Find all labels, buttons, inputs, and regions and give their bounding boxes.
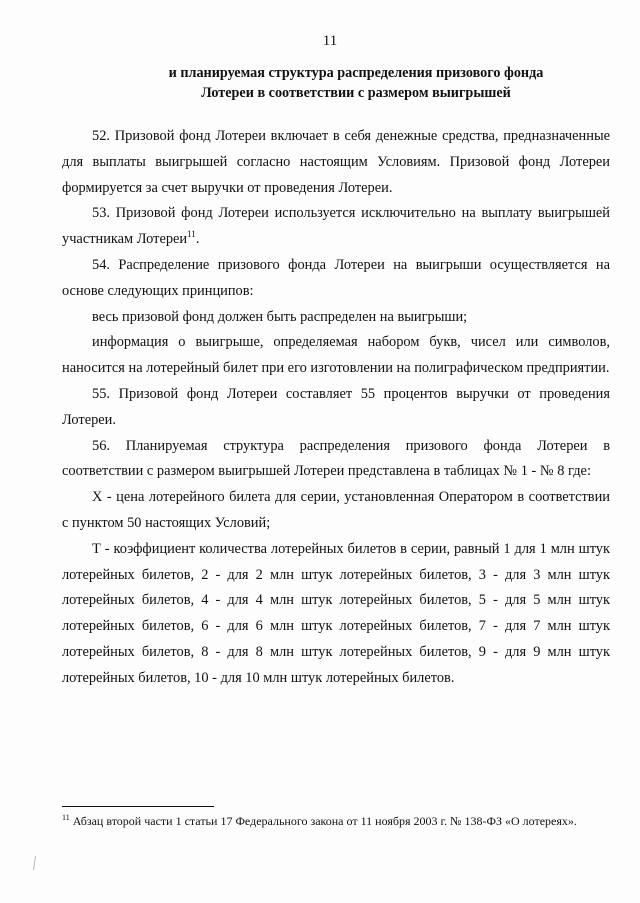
- paragraph-56-definition-t: Т - коэффициент количества лотерейных билетов в серии, равный 1 для 1 млн штук лотерейных билетов, 2 - для 2 млн штук лотерейных билетов, 3 - для 3 млн штук лотерейных билетов, 4 - для 4 млн штук лотерейных билетов, 5 - для 5 млн штук лотерейных билетов, 6 - для 6 млн штук лотерейных билетов, 7 - для 7 млн штук лотерейных билетов, 8 - для 8 млн штук лотерейных билетов, 9 - для 9 млн штук лотерейных билетов, 10 - для 10 млн штук лотерейных билетов.: [62, 540, 610, 686]
- footnote-reference: 11: [187, 229, 196, 240]
- paragraph-53-text: 53. Призовой фонд Лотереи используется исключительно на выплату выигрышей участникам Лотереи: [62, 205, 610, 248]
- paragraph-55: 55. Призовой фонд Лотереи составляет 55 процентов выручки от проведения Лотереи.: [62, 385, 610, 428]
- footnote-marker: 11: [62, 813, 70, 822]
- page-number: 11: [322, 33, 338, 49]
- paragraph-56-definition-x: X - цена лотерейного билета для серии, установленная Оператором в соответствии с пунктом 50 настоящих Условий;: [62, 489, 610, 531]
- paragraph-52: 52. Призовой фонд Лотереи включает в себя денежные средства, предназначенные для выплаты выигрышей согласно настоящим Условиям. Призовой фонд Лотереи формируется за счет выручки от проведения Лотереи.: [62, 128, 610, 196]
- paragraph-54: 54. Распределение призового фонда Лотереи на выигрыши осуществляется на основе следующих принципов:: [62, 256, 610, 299]
- footnote-text: Абзац второй части 1 статьи 17 Федерального закона от 11 ноября 2003 г. № 138-ФЗ «О лотереях».: [69, 814, 577, 828]
- paragraph-56: 56. Планируемая структура распределения призового фонда Лотереи в соответствии с размером выигрышей Лотереи представлена в таблицах № 1 - № 8 где:: [62, 437, 610, 480]
- paragraph-54-principle-2: информация о выигрыше, определяемая набором букв, чисел или символов, наносится на лотерейный билет при его изготовлении на полиграфическом предприятии.: [62, 334, 610, 377]
- body-text: [62, 124, 610, 692]
- paragraph-54-principle-1: весь призовой фонд должен быть распределен на выигрыши;: [92, 308, 468, 325]
- section-heading-line-1: и планируемая структура распределения призового фонда: [168, 65, 544, 81]
- section-heading-line-2: Лотереи в соответствии с размером выигрышей: [201, 84, 511, 101]
- paragraph-53: [62, 201, 610, 253]
- paragraph-53-end: .: [195, 231, 200, 248]
- footnote-separator: [62, 806, 214, 807]
- scan-artifact: [33, 856, 36, 870]
- section-heading: [100, 64, 612, 103]
- footnote: [62, 813, 582, 830]
